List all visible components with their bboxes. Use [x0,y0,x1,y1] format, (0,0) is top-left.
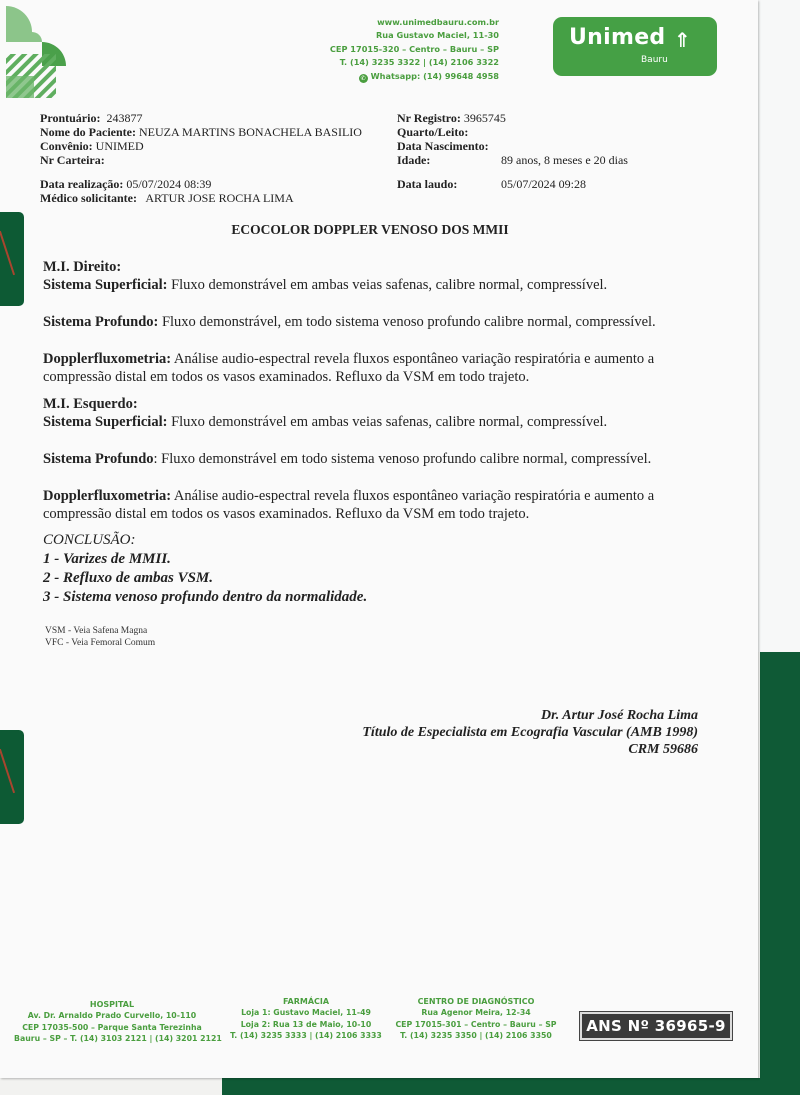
footer-line: Loja 2: Rua 13 de Maio, 10-10 [240,1019,372,1029]
profundo-paragraph [43,313,723,331]
conclusion-item: 3 - Sistema venoso profundo dentro da normalidade. [43,589,368,605]
prontuario-label: Prontuário: [40,111,101,125]
folder-background [760,652,800,1095]
whatsapp-icon: ✆ [360,74,366,82]
convenio-row [40,139,362,153]
quarto-row [397,125,506,139]
profundo-text: Fluxo demonstrável, em todo sistema venoso profundo calibre normal, compressível. [158,314,656,330]
doctor-title: Título de Especialista em Ecografia Vascular (AMB 1998) [362,725,698,740]
doppler-text: Análise audio-espectral revela fluxos espontâneo variação respiratória e aumento a compressão distal em todos os vasos examinados. Refluxo da VSM em todo trajeto. [43,351,655,385]
phone-numbers: T. (14) 3235 3322 | (14) 2106 3322 [339,57,499,68]
abbreviations [45,626,155,649]
carteira-label: Nr Carteira: [40,153,105,167]
idade-row [397,153,628,167]
section-right-limb [43,258,723,386]
doppler-label: Dopplerfluxometria: [43,488,172,504]
convenio-label: Convênio: [40,139,93,153]
whatsapp-text: Whatsapp: (14) 99648 4958 [370,70,499,81]
doppler-label: Dopplerfluxometria: [43,351,172,367]
nascimento-label: Data Nascimento: [397,139,489,153]
section-left-limb [43,395,723,523]
footer-line: Bauru – SP – T. (14) 3103 2121 | (14) 3201 2121 [14,1034,222,1044]
footer-heading: CENTRO DE DIAGNÓSTICO [417,997,535,1006]
convenio-value: UNIMED [95,139,144,153]
footer-line: CEP 17015-301 – Centro – Bauru – SP [395,1019,557,1029]
medico-value: ARTUR JOSE ROCHA LIMA [145,191,294,205]
patient-name-value: NEUZA MARTINS BONACHELA BASILIO [138,125,362,139]
registro-value: 3965745 [463,111,506,125]
whatsapp-line [330,70,499,83]
background-strip [757,0,800,652]
patient-name-row [40,125,362,139]
prontuario-row [40,111,362,125]
footer-line: Av. Dr. Arnaldo Prado Curvello, 10-110 [27,1011,197,1021]
footer-heading: HOSPITAL [89,1000,135,1009]
medico-row [40,191,294,205]
superficial-paragraph [43,276,723,294]
profundo-text: : Fluxo demonstrável em todo sistema venoso profundo calibre normal, compressível. [153,451,652,467]
footer-line: Rua Agenor Meira, 12-34 [421,1008,531,1018]
footer-line: T. (14) 3235 3350 | (14) 2106 3350 [400,1031,552,1041]
doppler-paragraph [43,487,723,523]
doctor-name: Dr. Artur José Rocha Lima [540,708,698,723]
address-street: Rua Gustavo Maciel, 11-30 [375,30,499,41]
abbreviation-item: VSM - Veia Safena Magna [45,626,148,636]
profundo-label: Sistema Profundo: [43,314,159,330]
conclusion-block [43,531,367,607]
doppler-text: Análise audio-espectral revela fluxos espontâneo variação respiratória e aumento a compressão distal em todos os vasos examinados. Refluxo da VSM em todo trajeto. [43,488,655,522]
data-laudo-value: 05/07/2024 09:28 [501,177,587,191]
idade-value: 89 anos, 8 meses e 20 dias [501,153,628,167]
prontuario-value: 243877 [106,111,143,125]
registro-row [397,111,506,125]
brand-name: Unimed [569,25,666,50]
website-link[interactable]: www.unimedbauru.com.br [377,17,499,27]
staple-icon [0,749,15,793]
patient-info-right [397,111,628,167]
footer-hospital [14,999,222,1045]
data-laudo-row [397,177,587,191]
report-title: ECOCOLOR DOPPLER VENOSO DOS MMII [231,222,509,237]
carteira-row [40,153,362,167]
data-laudo-block [397,177,587,191]
doctor-crm: CRM 59686 [628,742,698,757]
folder-background-bottom [222,1078,800,1095]
signature-block [362,707,698,758]
superficial-text: Fluxo demonstrável em ambas veias safenas, calibre normal, compressível. [167,277,608,293]
data-laudo-label: Data laudo: [397,177,458,191]
binder-clip [0,730,24,824]
conclusion-item: 2 - Refluxo de ambas VSM. [43,570,214,586]
data-realizacao-label: Data realização: [40,177,124,191]
superficial-text: Fluxo demonstrável em ambas veias safenas, calibre normal, compressível. [167,414,608,430]
unimed-abstract-logo-icon [4,4,68,100]
footer-heading: FARMÁCIA [282,997,330,1006]
superficial-paragraph [43,413,723,431]
medico-label: Médico solicitante: [40,191,137,205]
nascimento-row [397,139,506,153]
ans-badge: ANS Nº 36965-9 [580,1012,732,1040]
patient-info-left [40,111,362,167]
doppler-paragraph [43,350,723,386]
patient-info-left-dates [40,177,294,205]
profundo-label: Sistema Profundo [43,451,154,467]
profundo-paragraph [43,450,723,468]
footer-line: Loja 1: Gustavo Maciel, 11-49 [241,1008,371,1018]
section-heading: M.I. Esquerdo: [43,396,138,412]
footer-line: T. (14) 3235 3333 | (14) 2106 3333 [230,1031,382,1041]
superficial-label: Sistema Superficial: [43,277,168,293]
footer-diagnostico [392,996,560,1042]
conclusion-heading: CONCLUSÃO: [43,532,136,548]
superficial-label: Sistema Superficial: [43,414,168,430]
unimed-tree-icon: ⇑ [674,28,691,52]
section-heading: M.I. Direito: [43,259,122,275]
abbreviation-item: VFC - Veia Femoral Comum [45,637,156,648]
unimed-brand-box [553,17,717,76]
data-realizacao-row [40,177,294,191]
underlying-sheet [0,1078,222,1095]
idade-label: Idade: [397,153,431,167]
header-contact [330,16,499,83]
footer-farmacia [226,996,386,1042]
footer-line: CEP 17035-500 – Parque Santa Terezinha [22,1022,202,1032]
brand-city: Bauru [641,55,668,65]
quarto-label: Quarto/Leito: [397,125,469,139]
address-cep: CEP 17015-320 – Centro – Bauru – SP [329,43,499,54]
patient-name-label: Nome do Paciente: [40,125,136,139]
data-realizacao-value: 05/07/2024 08:39 [126,177,212,191]
conclusion-item: 1 - Varizes de MMII. [43,551,171,567]
registro-label: Nr Registro: [397,111,461,125]
